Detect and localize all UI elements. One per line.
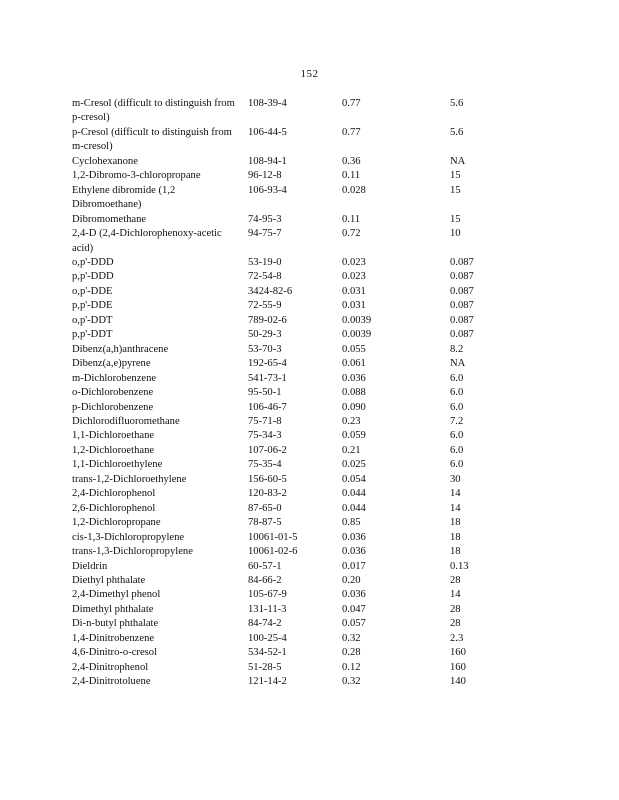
table-row [72, 97, 552, 126]
cas-number: 60-57-1 [248, 560, 282, 572]
constituent-name: Dichlorodifluoromethane [72, 415, 180, 427]
wastewater-standard: 0.77 [342, 98, 361, 109]
wastewater-standard: 0.0039 [342, 329, 372, 341]
nonwastewater-standard: 18 [450, 531, 461, 543]
cas-number: 108-39-4 [248, 98, 287, 109]
wastewater-standard: 0.028 [342, 184, 366, 196]
table-row [72, 646, 552, 660]
constituent-name: m-Dichlorobenzene [72, 372, 157, 384]
wastewater-standard: 0.017 [342, 560, 366, 572]
nonwastewater-standard: 10 [450, 228, 461, 240]
table-row [72, 343, 552, 357]
cas-number: 10061-01-5 [248, 531, 298, 543]
nonwastewater-standard: 30 [450, 473, 461, 485]
table-row [72, 574, 552, 588]
cas-number: 121-14-2 [248, 676, 287, 688]
nonwastewater-standard: 28 [450, 618, 461, 630]
table-row [72, 502, 552, 516]
table-row [72, 560, 552, 574]
wastewater-standard: 0.28 [342, 647, 361, 659]
cas-number: 75-35-4 [248, 459, 282, 471]
nonwastewater-standard: 15 [450, 184, 461, 196]
table-row [72, 314, 552, 328]
table-row [72, 458, 552, 472]
constituents-table [72, 97, 552, 690]
cas-number: 53-19-0 [248, 256, 282, 268]
nonwastewater-standard: 7.2 [450, 415, 464, 427]
constituent-name: o-Dichlorobenzene [72, 387, 154, 399]
constituent-name: 1,4-Dinitrobenzene [72, 632, 155, 644]
nonwastewater-standard: 6.0 [450, 401, 464, 413]
table-row [72, 184, 552, 213]
wastewater-standard: 0.11 [342, 213, 361, 225]
cas-number: 192-65-4 [248, 358, 287, 370]
wastewater-standard: 0.36 [342, 155, 361, 167]
nonwastewater-standard: 8.2 [450, 343, 464, 355]
constituent-name: 1,1-Dichloroethane [72, 430, 155, 442]
page-number: 152 [300, 68, 319, 80]
nonwastewater-standard: 5.6 [450, 126, 464, 138]
cas-number: 100-25-4 [248, 632, 287, 644]
table-row [72, 401, 552, 415]
cas-number: 96-12-8 [248, 170, 282, 182]
wastewater-standard: 0.32 [342, 676, 361, 688]
table-row [72, 588, 552, 602]
constituent-name: Di-n-butyl phthalate [72, 618, 159, 630]
constituent-name: 1,1-Dichloroethylene [72, 459, 163, 471]
nonwastewater-standard: 28 [450, 574, 461, 586]
cas-number: 120-83-2 [248, 488, 287, 500]
table-row [72, 487, 552, 501]
cas-number: 106-93-4 [248, 184, 287, 196]
cas-number: 156-60-5 [248, 473, 287, 485]
nonwastewater-standard: 0.087 [450, 329, 474, 341]
constituent-name: p,p'-DDE [72, 300, 113, 312]
constituent-name: 2,6-Dichlorophenol [72, 502, 156, 514]
nonwastewater-standard: 160 [450, 661, 466, 673]
wastewater-standard: 0.20 [342, 574, 361, 586]
table-row [72, 429, 552, 443]
wastewater-standard: 0.044 [342, 502, 366, 514]
constituent-name: cis-1,3-Dichloropropylene [72, 531, 185, 543]
nonwastewater-standard: 0.087 [450, 314, 474, 326]
cas-number: 72-55-9 [248, 300, 282, 312]
table-row [72, 227, 552, 256]
wastewater-standard: 0.85 [342, 517, 361, 529]
table-row [72, 386, 552, 400]
cas-number: 75-71-8 [248, 415, 282, 427]
cas-number: 72-54-8 [248, 271, 282, 283]
cas-number: 51-28-5 [248, 661, 282, 673]
cas-number: 789-02-6 [248, 314, 287, 326]
cas-number: 75-34-3 [248, 430, 282, 442]
cas-number: 3424-82-6 [248, 285, 293, 297]
wastewater-standard: 0.044 [342, 488, 366, 500]
table-row [72, 299, 552, 313]
wastewater-standard: 0.036 [342, 589, 366, 601]
constituent-name: Diethyl phthalate [72, 574, 146, 586]
constituent-name: Dibenz(a,h)anthracene [72, 343, 169, 355]
table-row [72, 531, 552, 545]
wastewater-standard: 0.059 [342, 430, 366, 442]
table-row [72, 516, 552, 530]
cas-number: 108-94-1 [248, 155, 287, 167]
nonwastewater-standard: NA [450, 358, 466, 370]
table-row [72, 357, 552, 371]
wastewater-standard: 0.0039 [342, 314, 372, 326]
nonwastewater-standard: 6.0 [450, 430, 464, 442]
table-row [72, 617, 552, 631]
nonwastewater-standard: 140 [450, 676, 466, 688]
cas-number: 53-70-3 [248, 343, 282, 355]
wastewater-standard: 0.036 [342, 546, 366, 558]
constituent-name: p,p'-DDT [72, 329, 113, 341]
nonwastewater-standard: 6.0 [450, 444, 464, 456]
table-row [72, 328, 552, 342]
cas-number: 131-11-3 [248, 603, 287, 615]
cas-number: 541-73-1 [248, 372, 287, 384]
wastewater-standard: 0.77 [342, 126, 361, 138]
wastewater-standard: 0.057 [342, 618, 366, 630]
wastewater-standard: 0.047 [342, 603, 366, 615]
wastewater-standard: 0.72 [342, 228, 361, 240]
nonwastewater-standard: 15 [450, 213, 461, 225]
table-row [72, 603, 552, 617]
nonwastewater-standard: 0.087 [450, 300, 474, 312]
table-row [72, 675, 552, 689]
table-row [72, 545, 552, 559]
constituent-name: p-Dichlorobenzene [72, 401, 154, 413]
nonwastewater-standard: 14 [450, 502, 461, 514]
constituent-name: o,p'-DDE [72, 285, 113, 297]
nonwastewater-standard: 0.13 [450, 560, 469, 572]
table-row [72, 415, 552, 429]
nonwastewater-standard: 0.087 [450, 256, 474, 268]
cas-number: 107-06-2 [248, 444, 287, 456]
constituent-name: p,p'-DDD [72, 271, 114, 283]
cas-number: 106-44-5 [248, 126, 287, 138]
wastewater-standard: 0.11 [342, 170, 361, 182]
constituent-name: 2,4-D (2,4-Dichlorophenoxy-acetic acid) [72, 228, 222, 254]
constituent-name: Cyclohexanone [72, 155, 138, 167]
table-row [72, 372, 552, 386]
constituent-name: o,p'-DDT [72, 314, 113, 326]
cas-number: 78-87-5 [248, 517, 282, 529]
cas-number: 10061-02-6 [248, 546, 298, 558]
constituent-name: Dieldrin [72, 560, 108, 572]
constituent-name: p-Cresol (difficult to distinguish from m-cresol) [72, 126, 232, 153]
constituent-name: 2,4-Dimethyl phenol [72, 589, 161, 601]
wastewater-standard: 0.088 [342, 387, 366, 399]
cas-number: 50-29-3 [248, 329, 282, 341]
table-row [72, 285, 552, 299]
wastewater-standard: 0.090 [342, 401, 366, 413]
cas-number: 534-52-1 [248, 647, 287, 659]
nonwastewater-standard: 2.3 [450, 632, 464, 644]
table-row [72, 661, 552, 675]
wastewater-standard: 0.036 [342, 372, 366, 384]
wastewater-standard: 0.031 [342, 300, 366, 312]
constituent-name: 1,2-Dichloroethane [72, 444, 155, 456]
cas-number: 74-95-3 [248, 213, 282, 225]
table-row [72, 169, 552, 183]
nonwastewater-standard: 6.0 [450, 372, 464, 384]
constituent-name: 2,4-Dinitrotoluene [72, 676, 151, 688]
wastewater-standard: 0.054 [342, 473, 366, 485]
nonwastewater-standard: 15 [450, 170, 461, 182]
wastewater-standard: 0.023 [342, 256, 366, 268]
table-row [72, 473, 552, 487]
wastewater-standard: 0.036 [342, 531, 366, 543]
cas-number: 106-46-7 [248, 401, 287, 413]
wastewater-standard: 0.055 [342, 343, 366, 355]
table-row [72, 270, 552, 284]
nonwastewater-standard: 0.087 [450, 271, 474, 283]
table-row [72, 444, 552, 458]
wastewater-standard: 0.031 [342, 285, 366, 297]
table-row [72, 632, 552, 646]
constituent-name: 1,2-Dichloropropane [72, 517, 161, 529]
constituent-name: 1,2-Dibromo-3-chloropropane [72, 170, 201, 182]
cas-number: 84-74-2 [248, 618, 282, 630]
nonwastewater-standard: 14 [450, 488, 461, 500]
constituent-name: o,p'-DDD [72, 256, 114, 268]
constituent-name: 4,6-Dinitro-o-cresol [72, 647, 158, 659]
constituent-name: Dimethyl phthalate [72, 603, 154, 615]
nonwastewater-standard: 160 [450, 647, 466, 659]
nonwastewater-standard: 18 [450, 546, 461, 558]
constituent-name: 2,4-Dinitrophenol [72, 661, 149, 673]
constituent-name: trans-1,3-Dichloropropylene [72, 546, 193, 558]
wastewater-standard: 0.023 [342, 271, 366, 283]
nonwastewater-standard: 14 [450, 589, 461, 601]
nonwastewater-standard: 18 [450, 517, 461, 529]
cas-number: 105-67-9 [248, 589, 287, 601]
table-row [72, 213, 552, 227]
nonwastewater-standard: 0.087 [450, 285, 474, 297]
cas-number: 84-66-2 [248, 574, 282, 586]
table-row [72, 155, 552, 169]
wastewater-standard: 0.23 [342, 415, 361, 427]
constituent-name: Ethylene dibromide (1,2 Dibromoethane) [72, 184, 176, 211]
nonwastewater-standard: 28 [450, 603, 461, 615]
constituent-name: 2,4-Dichlorophenol [72, 488, 156, 500]
nonwastewater-standard: 6.0 [450, 387, 464, 399]
constituent-name: Dibenz(a,e)pyrene [72, 358, 151, 370]
wastewater-standard: 0.21 [342, 444, 361, 456]
wastewater-standard: 0.025 [342, 459, 366, 471]
cas-number: 87-65-0 [248, 502, 282, 514]
constituent-name: trans-1,2-Dichloroethylene [72, 473, 187, 485]
table-row [72, 126, 552, 155]
wastewater-standard: 0.12 [342, 661, 361, 673]
nonwastewater-standard: NA [450, 155, 466, 167]
constituent-name: m-Cresol (difficult to distinguish from p-cresol) [72, 98, 235, 124]
wastewater-standard: 0.061 [342, 358, 366, 370]
constituent-name: Dibromomethane [72, 213, 147, 225]
nonwastewater-standard: 6.0 [450, 459, 464, 471]
cas-number: 94-75-7 [248, 228, 282, 240]
cas-number: 95-50-1 [248, 387, 282, 399]
nonwastewater-standard: 5.6 [450, 98, 464, 109]
table-row [72, 256, 552, 270]
wastewater-standard: 0.32 [342, 632, 361, 644]
